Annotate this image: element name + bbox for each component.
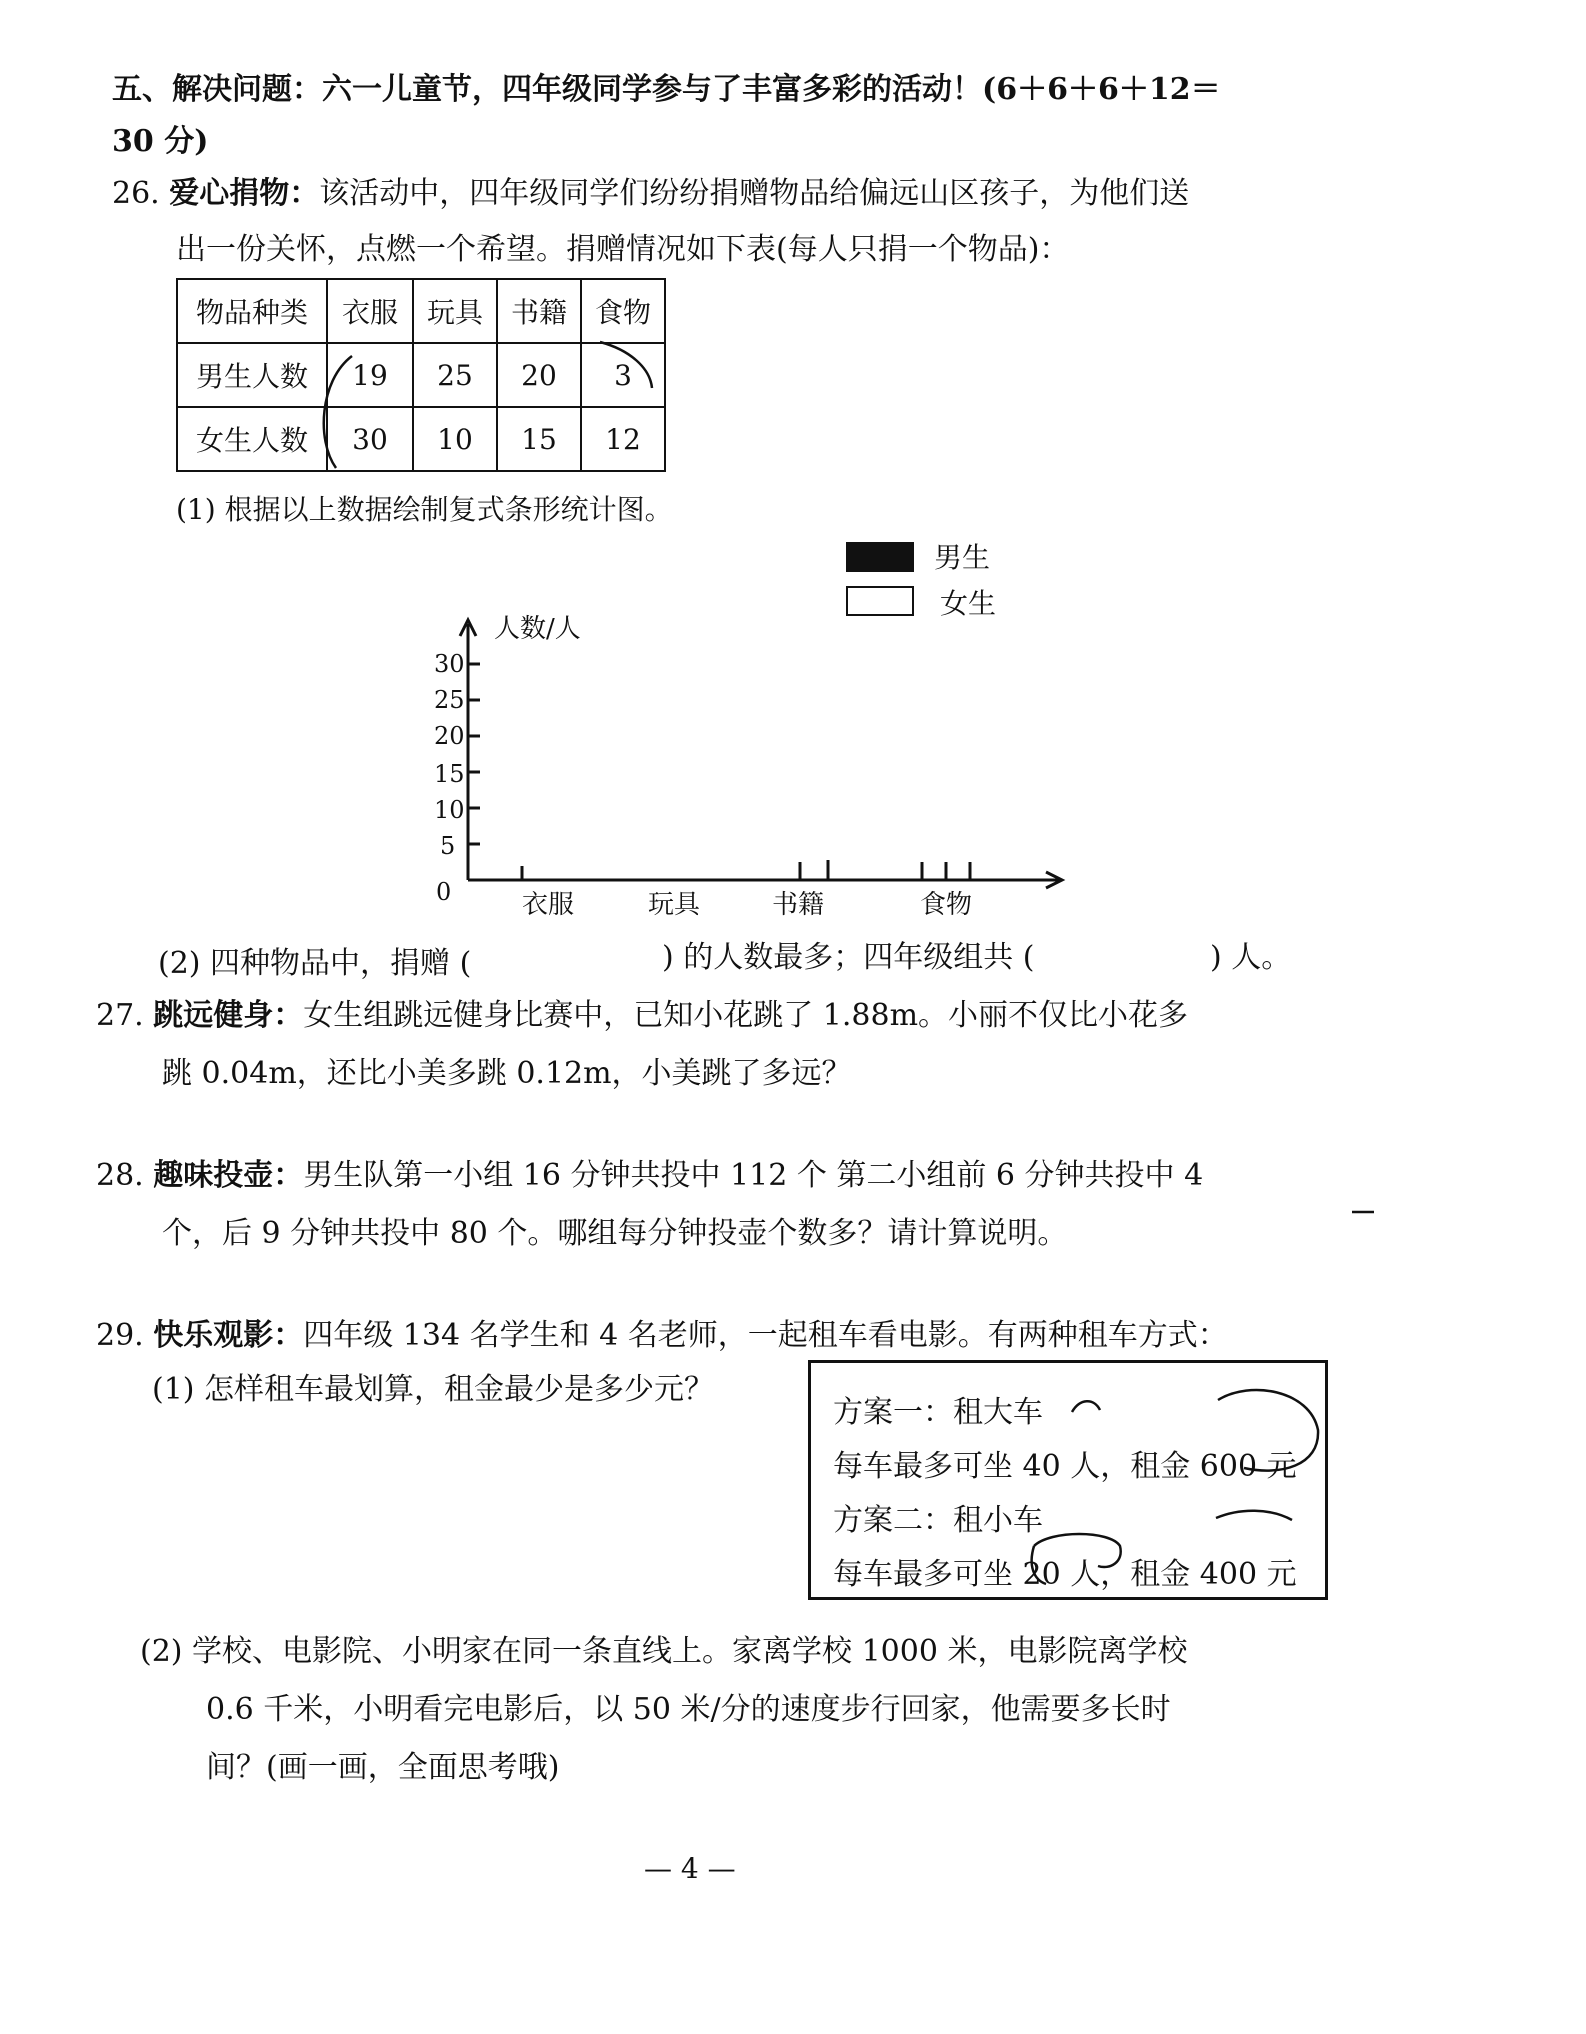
table-cell: 19 (327, 343, 413, 407)
plan-2-title: 方案二：租小车 (833, 1503, 1043, 1538)
table-row-label: 男生人数 (177, 343, 327, 407)
q29-number: 29. (96, 1318, 144, 1353)
x-tick-label: 玩具 (648, 890, 701, 920)
q29-sub1: (1) 怎样租车最划算，租金最少是多少元？ (152, 1372, 715, 1407)
q26-sub1: (1) 根据以上数据绘制复式条形统计图。 (176, 493, 673, 526)
table-header-cell: 书籍 (497, 279, 581, 343)
q29-sub2-line1: (2) 学校、电影院、小明家在同一条直线上。家离学校 1000 米，电影院离学校 (140, 1634, 1188, 1669)
q29-label: 快乐观影： (153, 1318, 304, 1353)
page-number: — 4 — (644, 1852, 736, 1885)
y-tick-label: 25 (434, 686, 465, 714)
table-header-cell: 衣服 (327, 279, 413, 343)
q26-sub2-b: ) 的人数最多；四年级组共 ( (662, 940, 1035, 975)
plan-1-detail: 每车最多可坐 40 人，租金 600 元 (833, 1449, 1297, 1484)
q28-text-2: 个，后 9 分钟共投中 80 个。哪组每分钟投壶个数多？请计算说明。 (162, 1216, 1068, 1251)
table-row-label: 女生人数 (177, 407, 327, 471)
legend-swatch-boys (846, 542, 914, 572)
q28-line1 (96, 1150, 1203, 1194)
y-axis-arrow (460, 620, 476, 636)
q26-number: 26. (112, 176, 160, 211)
table-header-cell: 物品种类 (177, 279, 327, 343)
plan-2-detail: 每车最多可坐 20 人，租金 400 元 (833, 1557, 1297, 1592)
x-tick-label: 书籍 (772, 890, 825, 920)
x-tick-label: 衣服 (522, 890, 575, 920)
x-axis-arrow (1046, 872, 1062, 888)
y-tick-label: 30 (434, 650, 465, 678)
q27-text-1: 女生组跳远健身比赛中，已知小花跳了 1.88m。小丽不仅比小花多 (303, 998, 1189, 1033)
q26-sub2-c: ) 人。 (1210, 940, 1292, 975)
section-score: 30 分) (112, 124, 209, 159)
table-header-cell: 玩具 (413, 279, 497, 343)
table-row (177, 407, 665, 471)
q26-text-2: 出一份关怀，点燃一个希望。捐赠情况如下表(每人只捐一个物品)： (176, 232, 1070, 267)
table-cell: 3 (581, 343, 665, 407)
legend-label-girls: 女生 (940, 587, 997, 620)
table-cell: 15 (497, 407, 581, 471)
q26-line1 (112, 168, 1189, 212)
q27-number: 27. (96, 998, 144, 1033)
y-tick-label: 5 (440, 832, 456, 860)
y-axis-label: 人数/人 (494, 614, 581, 644)
y-tick-label: 20 (434, 722, 465, 750)
q27-text-2: 跳 0.04m，还比小美多跳 0.12m，小美跳了多远？ (162, 1056, 852, 1091)
legend-swatch-girls (846, 586, 914, 616)
table-cell: 10 (413, 407, 497, 471)
rental-plans-box (808, 1360, 1328, 1600)
q28-label: 趣味投壶： (153, 1158, 304, 1193)
q29-sub2-line3: 间？(画一画，全面思考哦) (206, 1750, 560, 1785)
q27-label: 跳远健身： (153, 998, 304, 1033)
table-header-row (177, 279, 665, 343)
q28-number: 28. (96, 1158, 144, 1193)
table-cell: 12 (581, 407, 665, 471)
q26-text-1: 该活动中，四年级同学们纷纷捐赠物品给偏远山区孩子，为他们送 (319, 176, 1190, 211)
y-tick-label: 15 (434, 760, 465, 788)
plan-1-title: 方案一：租大车 (833, 1395, 1043, 1430)
table-cell: 20 (497, 343, 581, 407)
q28-text-1: 男生队第一小组 16 分钟共投中 112 个 第二小组前 6 分钟共投中 4 (303, 1158, 1204, 1193)
y-tick-label: 10 (434, 796, 465, 824)
q29-line1 (96, 1310, 1228, 1354)
q27-line1 (96, 990, 1188, 1034)
q26-sub2-a: (2) 四种物品中，捐赠 ( (158, 946, 472, 981)
table-header-cell: 食物 (581, 279, 665, 343)
q29-sub2-line2: 0.6 千米，小明看完电影后，以 50 米/分的速度步行回家，他需要多长时 (206, 1692, 1171, 1727)
table-row (177, 343, 665, 407)
donation-table (176, 278, 666, 472)
legend-label-boys: 男生 (934, 541, 991, 574)
section-title: 五、解决问题：六一儿童节，四年级同学参与了丰富多彩的活动！(6＋6＋6＋12＝ (112, 72, 1221, 107)
q29-text-1: 四年级 134 名学生和 4 名老师，一起租车看电影。有两种租车方式： (303, 1318, 1228, 1353)
y-origin-label: 0 (436, 878, 452, 906)
x-tick-label: 食物 (920, 890, 973, 920)
table-cell: 30 (327, 407, 413, 471)
table-cell: 25 (413, 343, 497, 407)
q26-label: 爱心捐物： (169, 176, 320, 211)
